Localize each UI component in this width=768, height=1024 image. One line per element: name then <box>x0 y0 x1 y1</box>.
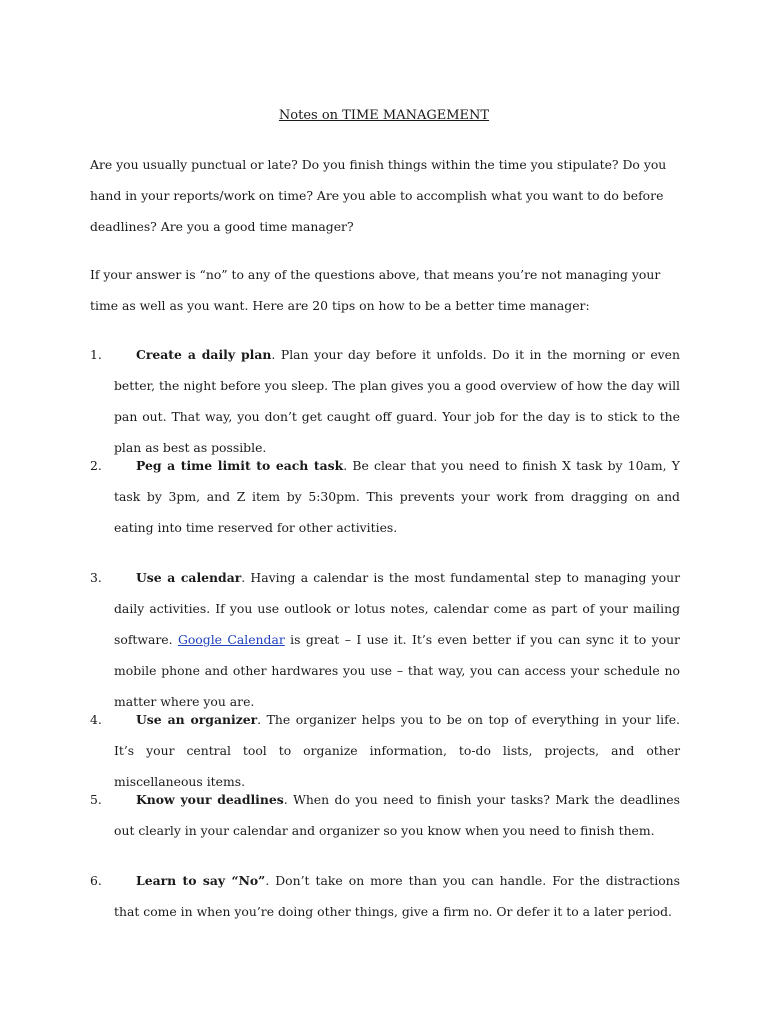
tip-text: . Don’t take on more than you can handle. For the distractions that come in when you’re doing other things, give a firm no. Or defer it to a later period. <box>114 873 680 919</box>
tip-text: . When do you need to finish your tasks? Mark the deadlines out clearly in your calendar and organizer so you know when you need to finish them. <box>114 792 680 838</box>
tip-body <box>114 865 680 927</box>
tip-number: 6. <box>90 873 102 888</box>
tip-item-1 <box>90 339 680 463</box>
tip-heading: Learn to say “No” <box>136 873 266 888</box>
tip-item-3 <box>90 562 680 717</box>
tip-body <box>114 450 680 543</box>
tip-text: . Be clear that you need to finish X task by 10am, Y task by 3pm, and Z item by 5:30pm. This prevents your work from dragging on and eating into time reserved for other activities. <box>114 458 680 535</box>
tip-item-5 <box>90 784 680 846</box>
tip-number: 1. <box>90 347 102 362</box>
tip-text-after-link: is great – I use it. It’s even better if you can sync it to your mobile phone and other hardwares you use – that way, you can access your schedule no matter where you are. <box>114 632 680 709</box>
tip-heading: Know your deadlines <box>136 792 284 807</box>
tip-body <box>114 562 680 717</box>
tip-number: 3. <box>90 570 102 585</box>
tip-item-6 <box>90 865 680 927</box>
tip-number: 5. <box>90 792 102 807</box>
intro-paragraph-2: If your answer is “no” to any of the questions above, that means you’re not managing your time as well as you want. Here are 20 tips on how to be a better time manager: <box>90 267 661 313</box>
tip-text: . Having a calendar is the most fundamental step to managing your daily activities. If you use outlook or lotus notes, calendar come as part of your mailing software. <box>114 570 680 647</box>
tip-body <box>114 339 680 463</box>
tip-text: . Plan your day before it unfolds. Do it in the morning or even better, the night before you sleep. The plan gives you a good overview of how the day will pan out. That way, you don’t get caught off guard. Your job for the day is to stick to the plan as best as possible. <box>114 347 680 455</box>
tip-number: 4. <box>90 712 102 727</box>
tip-number: 2. <box>90 458 102 473</box>
intro-paragraph-1: Are you usually punctual or late? Do you finish things within the time you stipulate? Do you hand in your reports/work on time? Are you able to accomplish what you want to do before deadlines? Are you a good time manager? <box>90 157 667 234</box>
google-calendar-link[interactable]: Google Calendar <box>177 632 285 647</box>
tip-heading: Use a calendar <box>136 570 242 585</box>
page-title: Notes on TIME MANAGEMENT <box>278 108 490 123</box>
tip-text: . The organizer helps you to be on top of everything in your life. It’s your central tool to organize information, to-do lists, projects, and other miscellaneous items. <box>114 712 680 789</box>
tip-heading: Create a daily plan <box>136 347 272 362</box>
tip-heading: Peg a time limit to each task <box>136 458 344 473</box>
tip-body <box>114 784 680 846</box>
tip-item-2 <box>90 450 680 543</box>
tip-heading: Use an organizer <box>136 712 258 727</box>
